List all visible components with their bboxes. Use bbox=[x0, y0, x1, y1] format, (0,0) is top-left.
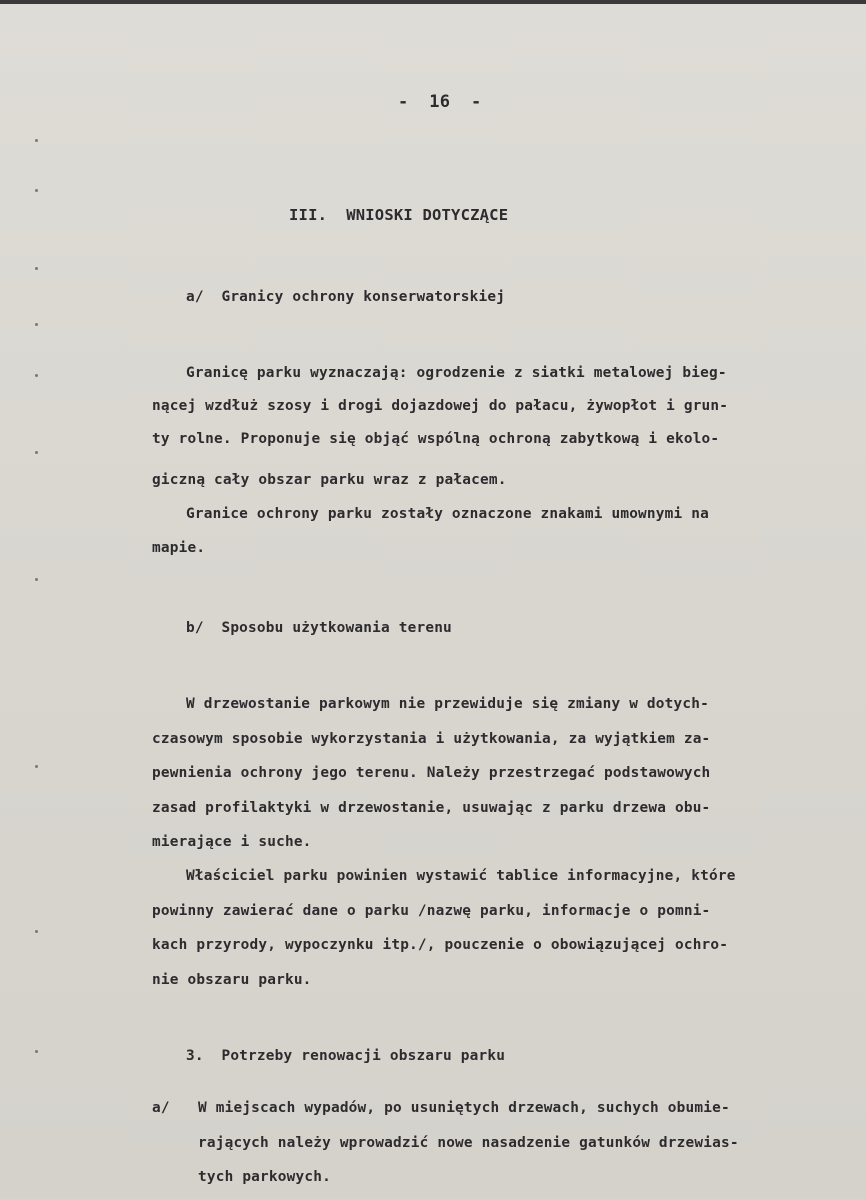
paragraph-line: zasad profilaktyki w drzewostanie, usuwając z parku drzewa obu- bbox=[152, 800, 711, 816]
list-marker: a/ bbox=[152, 1100, 170, 1116]
paragraph-line: W drzewostanie parkowym nie przewiduje się zmiany w dotych- bbox=[186, 696, 709, 712]
section-a-heading: a/ Granicy ochrony konserwatorskiej bbox=[186, 289, 506, 305]
section-b-heading: b/ Sposobu użytkowania terenu bbox=[186, 620, 452, 636]
punch-mark bbox=[35, 139, 38, 142]
scan-top-edge bbox=[0, 0, 866, 4]
paragraph-line: Granicę parku wyznaczają: ogrodzenie z siatki metalowej bieg- bbox=[186, 365, 727, 381]
punch-mark bbox=[35, 189, 38, 192]
section-3-heading: 3. Potrzeby renowacji obszaru parku bbox=[186, 1048, 506, 1064]
paragraph-line: Właściciel parku powinien wystawić tablice informacyjne, które bbox=[186, 868, 736, 884]
punch-mark bbox=[35, 765, 38, 768]
list-item-line: rających należy wprowadzić nowe nasadzenie gatunków drzewias- bbox=[198, 1135, 739, 1151]
punch-mark bbox=[35, 1050, 38, 1053]
punch-mark bbox=[35, 323, 38, 326]
paragraph-line: Granice ochrony parku zostały oznaczone znakami umownymi na bbox=[186, 506, 709, 522]
paragraph-line: giczną cały obszar parku wraz z pałacem. bbox=[152, 472, 507, 488]
punch-mark bbox=[35, 578, 38, 581]
punch-mark bbox=[35, 930, 38, 933]
paragraph-line: czasowym sposobie wykorzystania i użytkowania, za wyjątkiem za- bbox=[152, 731, 711, 747]
paragraph-line: nącej wzdłuż szosy i drogi dojazdowej do pałacu, żywopłot i grun- bbox=[152, 398, 729, 414]
paragraph-line: mapie. bbox=[152, 540, 206, 556]
paragraph-line: pewnienia ochrony jego terenu. Należy przestrzegać podstawowych bbox=[152, 765, 711, 781]
paragraph-line: ty rolne. Proponuje się objąć wspólną ochroną zabytkową i ekolo- bbox=[152, 431, 720, 447]
punch-mark bbox=[35, 374, 38, 377]
list-item-line: tych parkowych. bbox=[198, 1169, 331, 1185]
punch-mark bbox=[35, 451, 38, 454]
page-title: III. WNIOSKI DOTYCZĄCE bbox=[289, 206, 509, 224]
paragraph-line: powinny zawierać dane o parku /nazwę parku, informacje o pomni- bbox=[152, 903, 711, 919]
paragraph-line: nie obszaru parku. bbox=[152, 972, 312, 988]
list-item-line: W miejscach wypadów, po usuniętych drzewach, suchych obumie- bbox=[198, 1100, 730, 1116]
page-number: - 16 - bbox=[398, 92, 482, 112]
punch-mark bbox=[35, 267, 38, 270]
paragraph-line: mierające i suche. bbox=[152, 834, 312, 850]
paragraph-line: kach przyrody, wypoczynku itp./, pouczenie o obowiązującej ochro- bbox=[152, 937, 729, 953]
